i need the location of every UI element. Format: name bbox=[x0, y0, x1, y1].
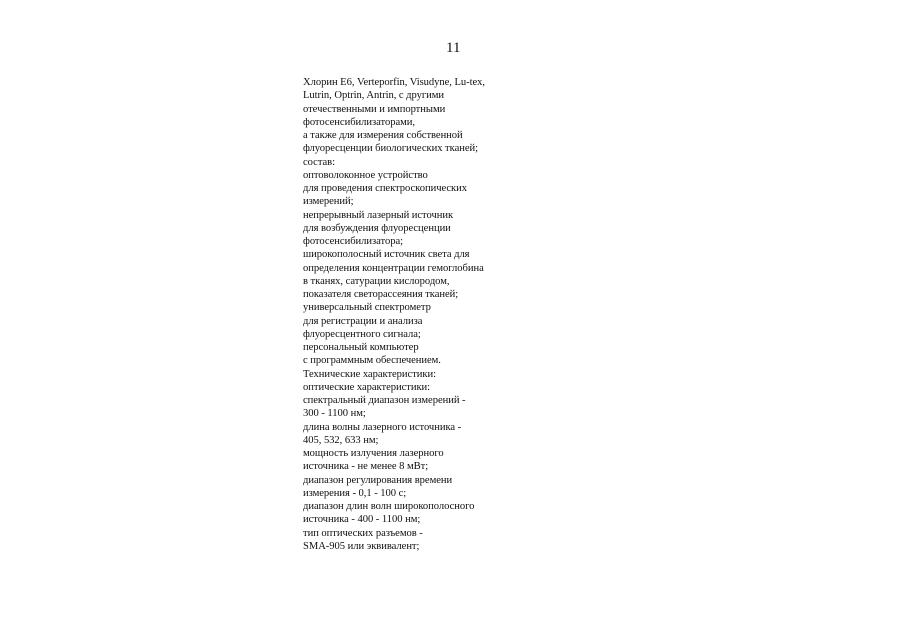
text-line: Хлорин Е6, Verteporfin, Visudyne, Lu-tex, bbox=[303, 77, 486, 88]
text-line: мощность излучения лазерного bbox=[303, 448, 444, 459]
text-line: диапазон регулирования времени bbox=[303, 474, 453, 486]
text-line: непрерывный лазерный источник bbox=[303, 209, 454, 221]
text-line: флуоресцентного сигнала; bbox=[303, 328, 421, 340]
text-line: оптические характеристики: bbox=[303, 381, 431, 393]
document-body bbox=[303, 76, 563, 553]
text-line: SMA-905 или эквивалент; bbox=[303, 540, 420, 552]
text-line: отечественными и импортными bbox=[303, 103, 446, 115]
text-line: определения концентрации гемоглобина bbox=[303, 262, 484, 274]
text-line: Lutrin, Optrin, Antrin, с другими bbox=[303, 90, 445, 102]
text-line: длина волны лазерного источника - bbox=[303, 421, 462, 433]
text-line: диапазон длин волн широкополосного bbox=[303, 501, 475, 512]
text-line: измерений; bbox=[303, 196, 354, 208]
text-line: для регистрации и анализа bbox=[303, 315, 423, 327]
text-line: фотосенсибилизатора; bbox=[303, 236, 404, 247]
text-line: с программным обеспечением. bbox=[303, 355, 441, 367]
text-line: спектральный диапазон измерений - bbox=[303, 395, 466, 406]
text-line: состав: bbox=[303, 156, 336, 168]
text-line: источника - не менее 8 мВт; bbox=[303, 461, 429, 473]
text-line: измерения - 0,1 - 100 с; bbox=[303, 487, 407, 499]
text-line: Технические характеристики: bbox=[303, 368, 437, 380]
text-line: для проведения спектроскопических bbox=[303, 183, 468, 194]
text-line: персональный компьютер bbox=[303, 342, 419, 353]
text-line: фотосенсибилизаторами, bbox=[303, 116, 415, 128]
text-line: универсальный спектрометр bbox=[303, 302, 431, 314]
text-line: а также для измерения собственной bbox=[303, 130, 463, 141]
text-line: флуоресценции биологических тканей; bbox=[303, 143, 479, 155]
page-number: 11 bbox=[446, 40, 461, 56]
text-line: широкополосный источник света для bbox=[303, 249, 470, 261]
text-line: показателя светорассеяния тканей; bbox=[303, 289, 459, 300]
text-line: оптоволоконное устройство bbox=[303, 169, 428, 181]
text-line: 405, 532, 633 нм; bbox=[303, 434, 379, 446]
text-line: 300 - 1100 нм; bbox=[303, 408, 366, 420]
text-line: для возбуждения флуоресценции bbox=[303, 222, 451, 234]
text-line: источника - 400 - 1100 нм; bbox=[303, 514, 421, 526]
text-line: тип оптических разъемов - bbox=[303, 527, 423, 539]
text-line: в тканях, сатурации кислородом, bbox=[303, 275, 450, 287]
